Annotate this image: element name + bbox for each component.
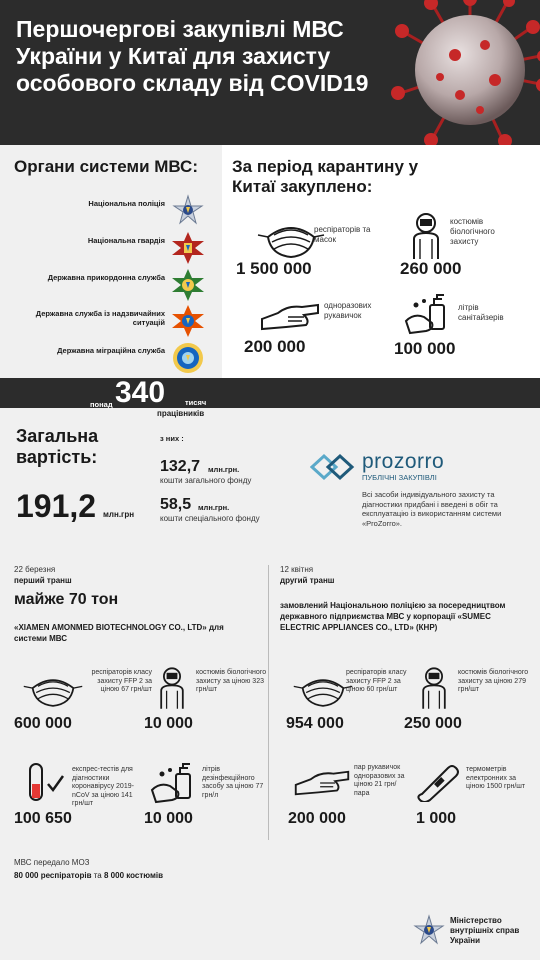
org-label: Національна гвардія	[87, 236, 165, 245]
tranche-item-value: 1 000	[416, 810, 457, 827]
respirator-icon	[292, 669, 354, 709]
ministry-label: Міністерство внутрішніх справ України	[450, 916, 520, 945]
emergency-emblem-icon	[171, 304, 205, 338]
sanitizer-icon	[404, 291, 452, 337]
tranche-order: замовлений Національною поліцією за посередництвом державного підприємства МВС у корпорації «SUMEC ELECTRIC APPLIANCES CO., LTD» (КНР)	[280, 601, 506, 632]
tranche-item-caption: костюмів біологічного захисту за ціною 323 грн/шт	[196, 669, 267, 693]
tranche-company: «XIAMEN AMONMED BIOTECHNOLOGY CO., LTD» для системи МВС	[14, 623, 224, 643]
cost-special-value: 58,5	[160, 496, 192, 513]
gloves-icon	[292, 766, 352, 800]
footer-suits: 8 000 костюмів	[104, 871, 164, 880]
tranche-item-value: 10 000	[144, 715, 193, 732]
tranche-item-value: 250 000	[404, 715, 462, 732]
org-emergency	[20, 307, 215, 339]
tranche-item-value: 200 000	[288, 810, 346, 827]
tranche-item-value: 954 000	[286, 715, 344, 732]
quarantine-value: 100 000	[394, 339, 456, 358]
quarantine-caption: респіраторів та масок	[314, 225, 371, 244]
mvs-bodies-panel	[0, 145, 222, 378]
tranche-label: другий транш	[280, 576, 335, 585]
cost-section	[0, 408, 540, 548]
tranche-item-caption: респіраторів класу захисту FFP 2 за ціною 60 грн/шт	[346, 669, 407, 693]
cost-general-caption: кошти загального фонду	[160, 476, 252, 485]
tranche-item-caption: респіраторів класу захисту FFP 2 за ціною 67 грн/шт	[91, 669, 152, 693]
cost-general-unit: млн.грн.	[208, 465, 240, 474]
hazmat-suit-icon	[154, 667, 190, 711]
tranche-date: 12 квітня	[280, 565, 314, 574]
prozorro-name: prozorro	[362, 450, 445, 473]
workers-prefix: понад	[90, 400, 113, 409]
police-emblem-icon	[171, 194, 205, 228]
mvs-bodies-title: Органи системи МВС:	[14, 157, 198, 176]
workers-unit: тисяч	[185, 398, 207, 407]
workers-label: працівників	[157, 409, 205, 418]
org-police	[20, 197, 215, 229]
tranche-label: перший транш	[14, 576, 72, 585]
prozorro-text: Всі засоби індивідуального захисту та діагностики придбані і введені в обіг та експлуатацію із використанням системи «ProZorro».	[362, 490, 502, 528]
org-border	[20, 271, 215, 303]
quarantine-caption: літрів санітайзерів	[458, 303, 504, 322]
cost-title: Загальна вартість:	[16, 426, 99, 467]
workers-strip	[0, 378, 540, 408]
org-guard	[20, 234, 215, 266]
org-label: Національна поліція	[88, 199, 165, 208]
tranche-item-caption: термометрів електронних за ціною 1500 грн/шт	[466, 766, 526, 790]
respirator-icon	[22, 669, 84, 709]
ministry-logo	[412, 912, 537, 952]
page-title: Першочергові закупівлі МВС України у Китаї для захисту особового складу від COVID19	[16, 16, 369, 96]
org-migration	[20, 344, 215, 376]
footer-note	[14, 858, 163, 880]
coronavirus-icon	[385, 0, 540, 145]
cost-of-which: з них :	[160, 434, 184, 443]
footer-line1: МВС передало МОЗ	[14, 858, 90, 867]
tranche-item-value: 100 650	[14, 810, 72, 827]
tranche-item-caption: експрес-тестів для діагностики коронавірусу 2019-nCoV за ціною 141 грн/шт	[72, 766, 134, 807]
hazmat-suit-icon	[416, 667, 452, 711]
cost-special-caption: кошти спеціального фонду	[160, 514, 260, 523]
footer-and: та	[93, 871, 102, 880]
org-label: Державна прикордонна служба	[47, 273, 165, 282]
workers-value: 340	[115, 376, 166, 409]
tranche-date: 22 березня	[14, 565, 56, 574]
sanitizer-icon	[150, 760, 198, 806]
footer-respirators: 80 000 респіраторів	[14, 871, 92, 880]
border-emblem-icon	[171, 268, 205, 302]
cost-total: 191,2	[16, 488, 97, 524]
tranche-mass: майже 70 тон	[14, 591, 119, 608]
thermometer-icon	[416, 762, 460, 802]
gloves-icon	[258, 299, 322, 335]
guard-emblem-icon	[171, 231, 205, 265]
quarantine-value: 200 000	[244, 337, 306, 356]
header	[0, 0, 540, 145]
tranche-item-value: 600 000	[14, 715, 72, 732]
quarantine-panel	[222, 145, 540, 378]
cost-general-value: 132,7	[160, 458, 201, 475]
tranche-item-caption: костюмів біологічного захисту за ціною 279 грн/шт	[458, 669, 529, 693]
tranche-item-caption: літрів дезінфекційного засобу за ціною 77 грн/л	[202, 766, 264, 799]
prozorro-logo-icon	[310, 452, 356, 482]
migration-emblem-icon	[171, 341, 205, 375]
org-label: Державна міграційна служба	[57, 346, 165, 355]
tranche-item-value: 10 000	[144, 810, 193, 827]
quarantine-value: 1 500 000	[236, 259, 312, 278]
ministry-emblem-icon	[412, 914, 446, 948]
tranche-item-caption: пар рукавичок одноразових за ціною 21 грн/пара	[354, 764, 405, 797]
footer-line2	[14, 871, 163, 880]
cost-total-unit: млн.грн	[103, 510, 135, 519]
quarantine-title: За період карантину у Китаї закуплено:	[232, 157, 419, 196]
cost-special-unit: млн.грн.	[198, 503, 230, 512]
quarantine-value: 260 000	[400, 259, 462, 278]
hazmat-suit-icon	[406, 213, 446, 261]
quarantine-caption: одноразових рукавичок	[324, 301, 372, 320]
tranche-divider	[268, 565, 269, 840]
org-label: Державна служба із надзвичайних ситуацій	[35, 309, 165, 327]
prozorro-subtitle: ПУБЛІЧНІ ЗАКУПІВЛІ	[362, 473, 437, 482]
test-tube-icon	[22, 762, 66, 804]
quarantine-caption: костюмів біологічного захисту	[450, 217, 495, 246]
